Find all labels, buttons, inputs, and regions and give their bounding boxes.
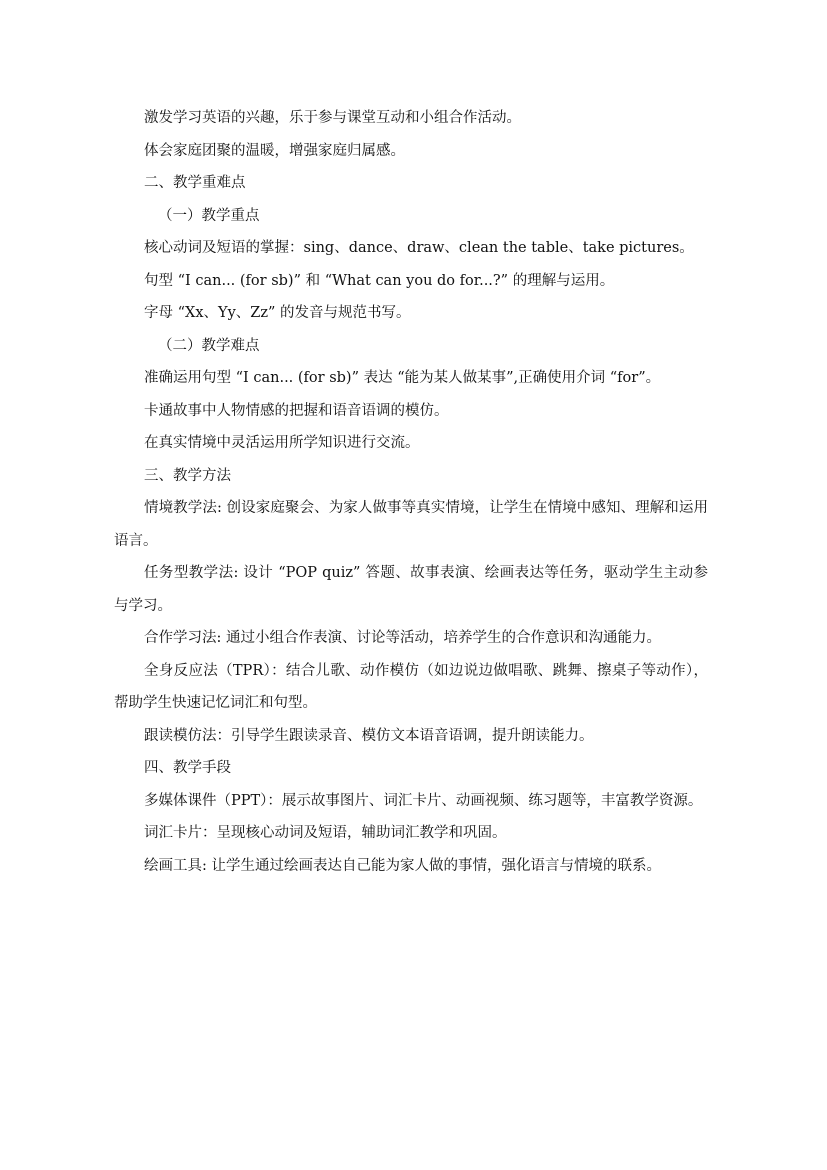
- paragraph-difficulty-1: 准确运用句型 “I can... (for sb)” 表达 “能为某人做某事”,正确使用介词 “for”。: [144, 370, 661, 386]
- section-heading-3: 三、教学方法: [144, 467, 231, 484]
- document-body: [114, 102, 708, 882]
- subheading-difficulties: （二）教学难点: [158, 337, 260, 354]
- paragraph-method-imitation: 跟读模仿法：引导学生跟读录音、模仿文本语音语调，提升朗读能力。: [144, 727, 594, 744]
- paragraph-method-situational: 情境教学法: 创设家庭聚会、为家人做事等真实情境，让学生在情境中感知、理解和运用语言。: [114, 500, 708, 549]
- paragraph-1: 激发学习英语的兴趣，乐于参与课堂互动和小组合作活动。: [144, 110, 521, 126]
- paragraph-means-ppt: 多媒体课件（PPT）：展示故事图片、词汇卡片、动画视频、练习题等，丰富教学资源。: [144, 792, 703, 809]
- paragraph-method-task: 任务型教学法: 设计 “POP quiz” 答题、故事表演、绘画表达等任务，驱动学生主动参与学习。: [114, 565, 708, 614]
- paragraph-means-drawing: 绘画工具: 让学生通过绘画表达自己能为家人做的事情，强化语言与情境的联系。: [144, 857, 661, 874]
- paragraph-sentence-pattern: 句型 “I can... (for sb)” 和 “What can you do for...?” 的理解与运用。: [144, 272, 615, 289]
- paragraph-core-verbs: 核心动词及短语的掌握：sing、dance、draw、clean the table、take pictures。: [144, 240, 694, 256]
- paragraph-method-cooperative: 合作学习法: 通过小组合作表演、讨论等活动，培养学生的合作意识和沟通能力。: [144, 630, 661, 646]
- subheading-key-points: （一）教学重点: [158, 207, 260, 224]
- section-heading-4: 四、教学手段: [144, 760, 231, 776]
- section-heading-2: 二、教学重难点: [144, 175, 246, 191]
- paragraph-means-cards: 词汇卡片：呈现核心动词及短语，辅助词汇教学和巩固。: [144, 825, 507, 841]
- paragraph-difficulty-3: 在真实情境中灵活运用所学知识进行交流。: [144, 435, 420, 451]
- paragraph-difficulty-2: 卡通故事中人物情感的把握和语音语调的模仿。: [144, 402, 449, 419]
- paragraph-method-tpr: 全身反应法（TPR）：结合儿歌、动作模仿（如边说边做唱歌、跳舞、擦桌子等动作），帮助学生快速记忆词汇和句型。: [114, 662, 708, 711]
- paragraph-letters: 字母 “Xx、Yy、Zz” 的发音与规范书写。: [144, 305, 411, 321]
- paragraph-2: 体会家庭团聚的温暖，增强家庭归属感。: [144, 142, 405, 159]
